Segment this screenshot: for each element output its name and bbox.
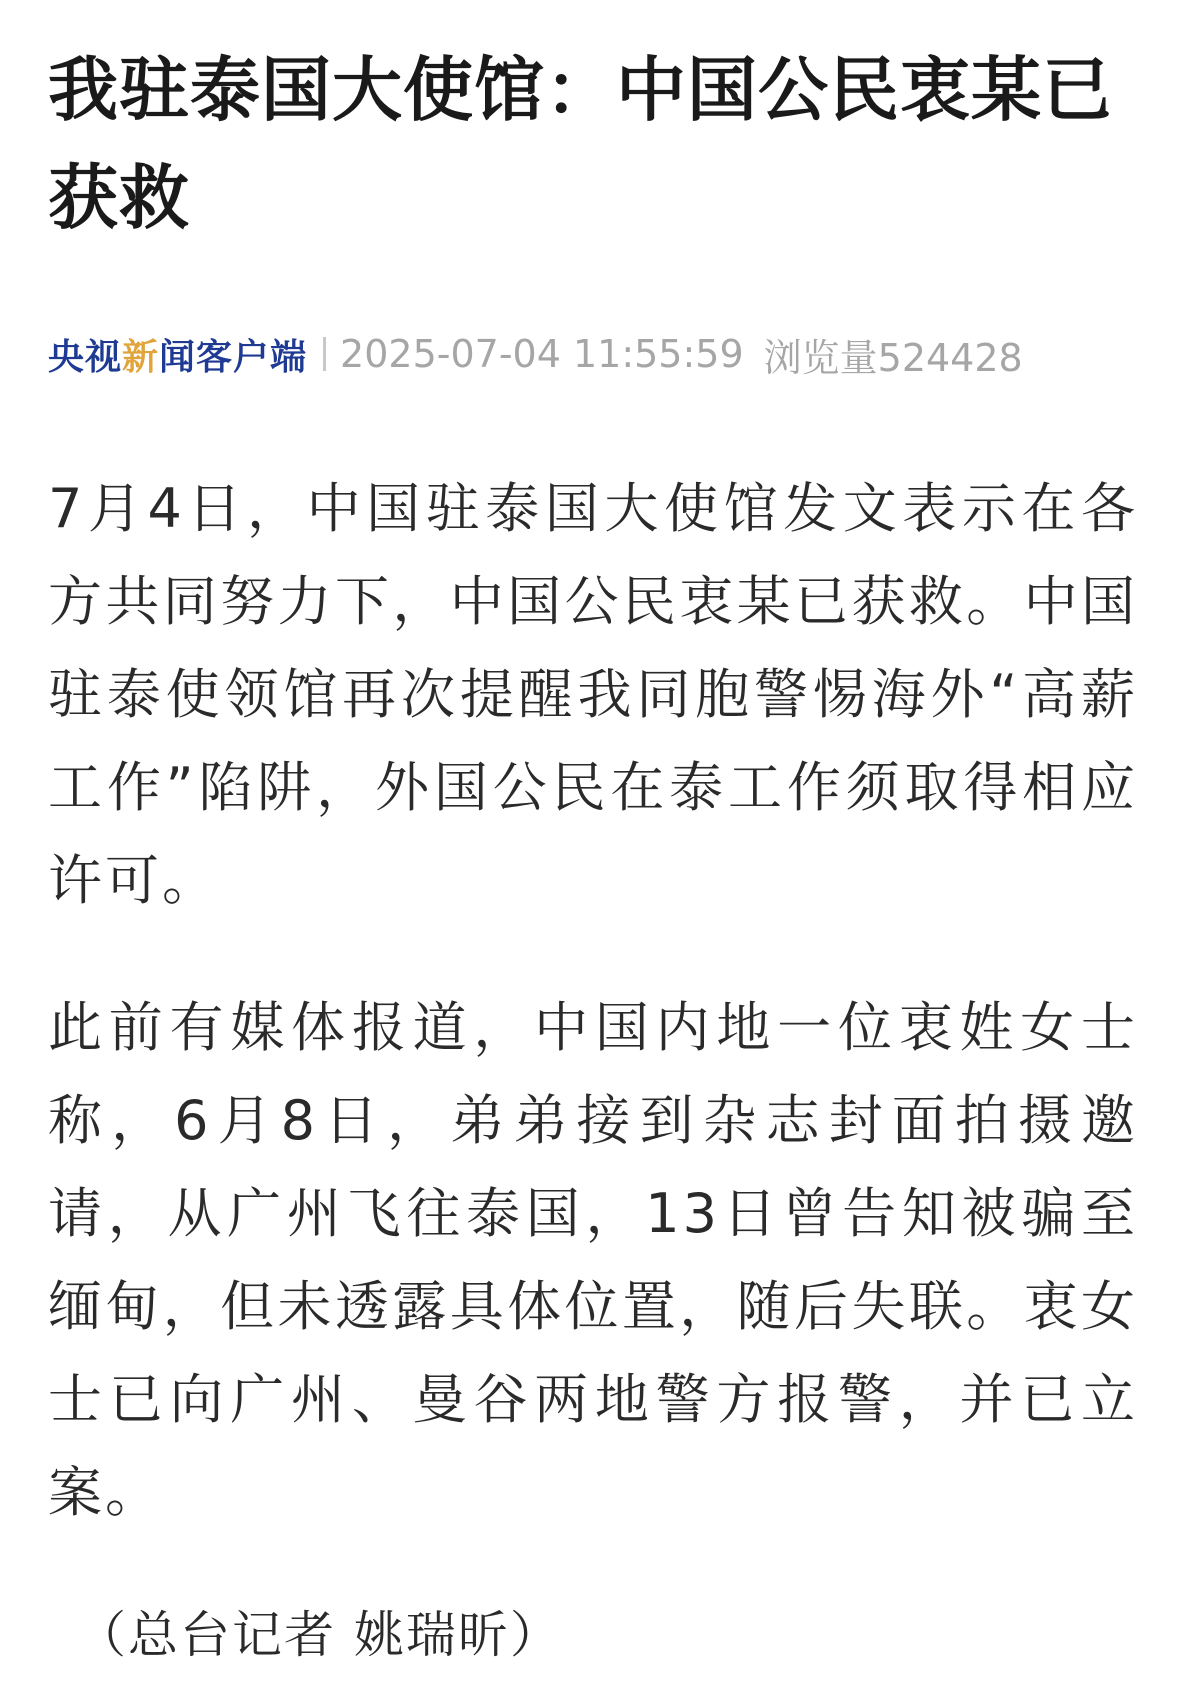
reporter-credit: （总台记者 姚瑞昕） [76, 1606, 562, 1664]
article-paragraph-1: 7月4日，中国驻泰国大使馆发文表示在各方共同努力下，中国公民衷某已获救。中国驻泰使领馆再次提醒我同胞警惕海外“高薪工作”陷阱，外国公民在泰工作须取得相应许可。 [48, 477, 1138, 912]
article-meta [48, 324, 1138, 384]
article [48, 36, 1138, 1682]
source-logo-suffix: 闻客户端 [159, 336, 308, 378]
source-logo-prefix: 央视 [48, 336, 123, 378]
article-title: 我驻泰国大使馆：中国公民衷某已获救 [48, 49, 1113, 239]
view-count: 浏览量524428 [763, 335, 1023, 380]
article-body [48, 462, 1138, 1539]
publish-time: 2025-07-04 11:55:59 [340, 332, 744, 376]
meta-divider [323, 337, 326, 371]
source-logo[interactable] [48, 329, 307, 380]
article-paragraph-2: 此前有媒体报道，中国内地一位衷姓女士称，6月8日，弟弟接到杂志封面拍摄邀请，从广州飞往泰国，13日曾告知被骗至缅甸，但未透露具体位置，随后失联。衷女士已向广州、曼谷两地警方报警，并已立案。 [48, 996, 1138, 1524]
source-logo-highlight: 新 [122, 336, 160, 378]
